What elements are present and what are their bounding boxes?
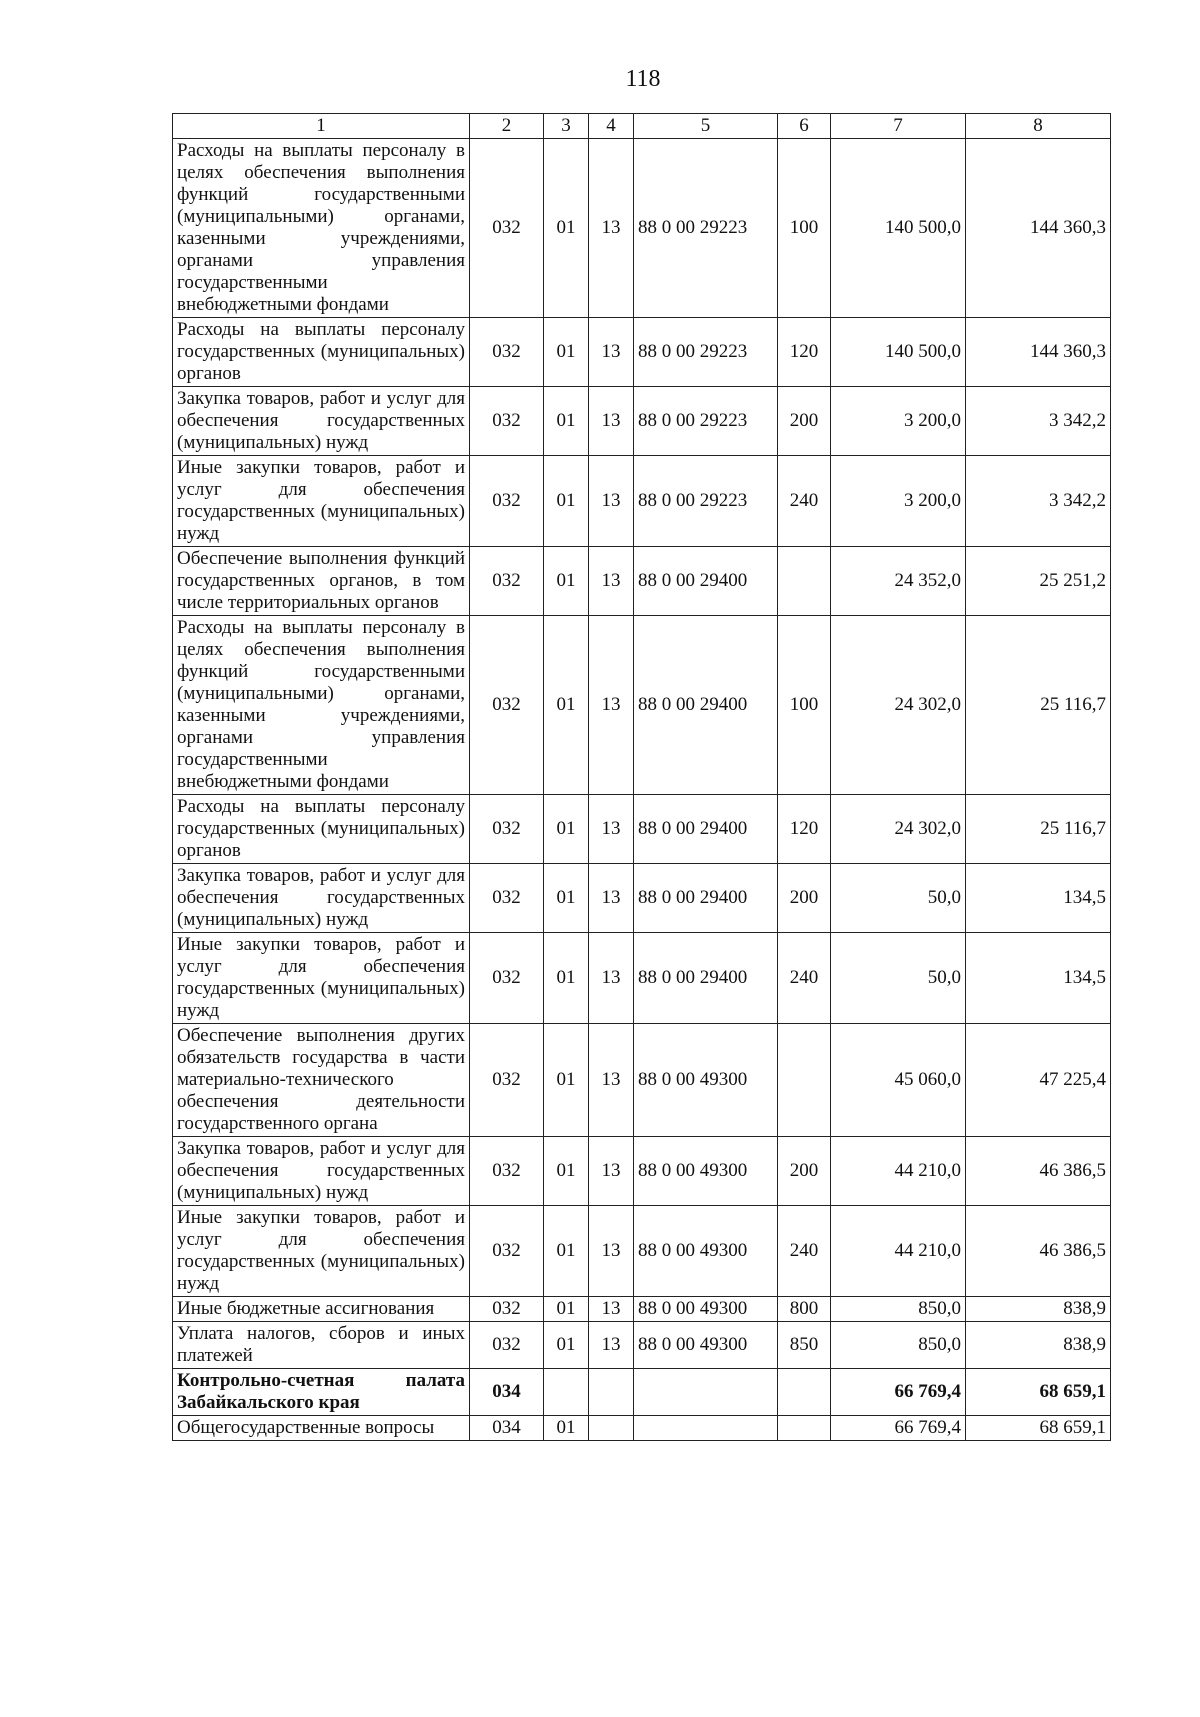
amount-year2-cell: 46 386,5 bbox=[966, 1206, 1111, 1297]
ministry-code-cell: 034 bbox=[470, 1416, 544, 1441]
target-item-code-cell: 88 0 00 29400 bbox=[634, 616, 778, 795]
section-code-cell: 01 bbox=[544, 139, 589, 318]
subsection-code-cell: 13 bbox=[589, 1322, 634, 1369]
target-item-code-cell: 88 0 00 49300 bbox=[634, 1137, 778, 1206]
ministry-code-cell: 032 bbox=[470, 1024, 544, 1137]
table-header-row bbox=[173, 114, 1111, 139]
table-row bbox=[173, 456, 1111, 547]
amount-year2-cell: 25 116,7 bbox=[966, 616, 1111, 795]
expense-type-cell bbox=[778, 547, 831, 616]
expense-type-cell: 850 bbox=[778, 1322, 831, 1369]
table-row bbox=[173, 616, 1111, 795]
ministry-code-cell: 032 bbox=[470, 318, 544, 387]
subsection-code-cell: 13 bbox=[589, 1297, 634, 1322]
section-code-cell: 01 bbox=[544, 318, 589, 387]
ministry-code-cell: 032 bbox=[470, 1137, 544, 1206]
header-cell: 7 bbox=[831, 114, 966, 139]
amount-year1-cell: 44 210,0 bbox=[831, 1206, 966, 1297]
section-code-cell: 01 bbox=[544, 1024, 589, 1137]
subsection-code-cell: 13 bbox=[589, 547, 634, 616]
header-cell: 3 bbox=[544, 114, 589, 139]
section-code-cell: 01 bbox=[544, 795, 589, 864]
target-item-code-cell: 88 0 00 29400 bbox=[634, 933, 778, 1024]
section-code-cell bbox=[544, 1369, 589, 1416]
amount-year1-cell: 850,0 bbox=[831, 1297, 966, 1322]
ministry-code-cell: 032 bbox=[470, 933, 544, 1024]
table-row bbox=[173, 933, 1111, 1024]
amount-year1-cell: 140 500,0 bbox=[831, 318, 966, 387]
amount-year2-cell: 68 659,1 bbox=[966, 1369, 1111, 1416]
target-item-code-cell: 88 0 00 29223 bbox=[634, 318, 778, 387]
expense-type-cell: 100 bbox=[778, 616, 831, 795]
subsection-code-cell: 13 bbox=[589, 139, 634, 318]
header-cell: 8 bbox=[966, 114, 1111, 139]
table-row bbox=[173, 864, 1111, 933]
amount-year1-cell: 50,0 bbox=[831, 864, 966, 933]
item-name-cell: Иные закупки товаров, работ и услуг для обеспечения государственных (муниципальных) нужд bbox=[173, 456, 470, 547]
subsection-code-cell: 13 bbox=[589, 318, 634, 387]
table-row bbox=[173, 1024, 1111, 1137]
section-code-cell: 01 bbox=[544, 1137, 589, 1206]
target-item-code-cell: 88 0 00 49300 bbox=[634, 1206, 778, 1297]
target-item-code-cell: 88 0 00 49300 bbox=[634, 1297, 778, 1322]
budget-table bbox=[172, 113, 1111, 1441]
ministry-code-cell: 032 bbox=[470, 1206, 544, 1297]
expense-type-cell bbox=[778, 1416, 831, 1441]
amount-year1-cell: 3 200,0 bbox=[831, 456, 966, 547]
amount-year2-cell: 134,5 bbox=[966, 864, 1111, 933]
expense-type-cell: 800 bbox=[778, 1297, 831, 1322]
amount-year2-cell: 25 116,7 bbox=[966, 795, 1111, 864]
expense-type-cell: 240 bbox=[778, 456, 831, 547]
item-name-cell: Контрольно-счетная палата Забайкальского края bbox=[173, 1369, 470, 1416]
expense-type-cell: 120 bbox=[778, 795, 831, 864]
ministry-code-cell: 032 bbox=[470, 387, 544, 456]
amount-year2-cell: 144 360,3 bbox=[966, 318, 1111, 387]
ministry-code-cell: 032 bbox=[470, 1297, 544, 1322]
table-row bbox=[173, 547, 1111, 616]
ministry-code-cell: 032 bbox=[470, 864, 544, 933]
subsection-code-cell: 13 bbox=[589, 933, 634, 1024]
table-row bbox=[173, 1137, 1111, 1206]
section-code-cell: 01 bbox=[544, 1322, 589, 1369]
section-code-cell: 01 bbox=[544, 616, 589, 795]
section-code-cell: 01 bbox=[544, 387, 589, 456]
ministry-code-cell: 032 bbox=[470, 139, 544, 318]
section-code-cell: 01 bbox=[544, 456, 589, 547]
section-code-cell: 01 bbox=[544, 864, 589, 933]
ministry-code-cell: 032 bbox=[470, 547, 544, 616]
ministry-code-cell: 032 bbox=[470, 456, 544, 547]
amount-year1-cell: 3 200,0 bbox=[831, 387, 966, 456]
amount-year2-cell: 838,9 bbox=[966, 1322, 1111, 1369]
table-row bbox=[173, 795, 1111, 864]
amount-year1-cell: 24 352,0 bbox=[831, 547, 966, 616]
item-name-cell: Уплата налогов, сборов и иных платежей bbox=[173, 1322, 470, 1369]
header-cell: 6 bbox=[778, 114, 831, 139]
subsection-code-cell: 13 bbox=[589, 1137, 634, 1206]
section-code-cell: 01 bbox=[544, 1416, 589, 1441]
ministry-code-cell: 032 bbox=[470, 795, 544, 864]
amount-year2-cell: 47 225,4 bbox=[966, 1024, 1111, 1137]
target-item-code-cell: 88 0 00 49300 bbox=[634, 1322, 778, 1369]
ministry-code-cell: 032 bbox=[470, 616, 544, 795]
amount-year1-cell: 50,0 bbox=[831, 933, 966, 1024]
expense-type-cell: 200 bbox=[778, 387, 831, 456]
target-item-code-cell: 88 0 00 29223 bbox=[634, 139, 778, 318]
subsection-code-cell: 13 bbox=[589, 616, 634, 795]
amount-year1-cell: 66 769,4 bbox=[831, 1369, 966, 1416]
amount-year1-cell: 44 210,0 bbox=[831, 1137, 966, 1206]
subsection-code-cell: 13 bbox=[589, 1024, 634, 1137]
table-row bbox=[173, 1322, 1111, 1369]
expense-type-cell: 200 bbox=[778, 1137, 831, 1206]
table-row bbox=[173, 387, 1111, 456]
amount-year2-cell: 46 386,5 bbox=[966, 1137, 1111, 1206]
section-code-cell: 01 bbox=[544, 547, 589, 616]
item-name-cell: Закупка товаров, работ и услуг для обеспечения государственных (муниципальных) нужд bbox=[173, 1137, 470, 1206]
amount-year2-cell: 134,5 bbox=[966, 933, 1111, 1024]
target-item-code-cell: 88 0 00 29223 bbox=[634, 387, 778, 456]
amount-year2-cell: 3 342,2 bbox=[966, 387, 1111, 456]
page-number: 118 bbox=[625, 66, 661, 92]
amount-year2-cell: 25 251,2 bbox=[966, 547, 1111, 616]
expense-type-cell: 100 bbox=[778, 139, 831, 318]
subsection-code-cell bbox=[589, 1369, 634, 1416]
item-name-cell: Расходы на выплаты персоналу государственных (муниципальных) органов bbox=[173, 795, 470, 864]
expense-type-cell: 120 bbox=[778, 318, 831, 387]
ministry-code-cell: 034 bbox=[470, 1369, 544, 1416]
amount-year2-cell: 144 360,3 bbox=[966, 139, 1111, 318]
section-code-cell: 01 bbox=[544, 1206, 589, 1297]
item-name-cell: Обеспечение выполнения функций государственных органов, в том числе территориальных органов bbox=[173, 547, 470, 616]
subsection-code-cell bbox=[589, 1416, 634, 1441]
item-name-cell: Иные бюджетные ассигнования bbox=[173, 1297, 470, 1322]
amount-year2-cell: 3 342,2 bbox=[966, 456, 1111, 547]
header-cell: 4 bbox=[589, 114, 634, 139]
target-item-code-cell bbox=[634, 1416, 778, 1441]
expense-type-cell: 200 bbox=[778, 864, 831, 933]
ministry-code-cell: 032 bbox=[470, 1322, 544, 1369]
table-row bbox=[173, 1297, 1111, 1322]
amount-year1-cell: 850,0 bbox=[831, 1322, 966, 1369]
expense-type-cell: 240 bbox=[778, 1206, 831, 1297]
expense-type-cell: 240 bbox=[778, 933, 831, 1024]
item-name-cell: Обеспечение выполнения других обязательств государства в части материально-технического обеспечения деятельности государственного органа bbox=[173, 1024, 470, 1137]
subsection-code-cell: 13 bbox=[589, 1206, 634, 1297]
item-name-cell: Иные закупки товаров, работ и услуг для обеспечения государственных (муниципальных) нужд bbox=[173, 933, 470, 1024]
item-name-cell: Расходы на выплаты персоналу государственных (муниципальных) органов bbox=[173, 318, 470, 387]
header-cell: 2 bbox=[470, 114, 544, 139]
amount-year2-cell: 838,9 bbox=[966, 1297, 1111, 1322]
item-name-cell: Общегосударственные вопросы bbox=[173, 1416, 470, 1441]
target-item-code-cell: 88 0 00 29400 bbox=[634, 795, 778, 864]
header-cell: 1 bbox=[173, 114, 470, 139]
table-row bbox=[173, 139, 1111, 318]
subsection-code-cell: 13 bbox=[589, 795, 634, 864]
item-name-cell: Расходы на выплаты персоналу в целях обеспечения выполнения функций государственными (муниципальными) органами, казенными учреждениями, органами управления государственными внебюджетными фондами bbox=[173, 139, 470, 318]
item-name-cell: Закупка товаров, работ и услуг для обеспечения государственных (муниципальных) нужд bbox=[173, 864, 470, 933]
subsection-code-cell: 13 bbox=[589, 387, 634, 456]
section-code-cell: 01 bbox=[544, 1297, 589, 1322]
section-code-cell: 01 bbox=[544, 933, 589, 1024]
item-name-cell: Закупка товаров, работ и услуг для обеспечения государственных (муниципальных) нужд bbox=[173, 387, 470, 456]
table-row bbox=[173, 1369, 1111, 1416]
subsection-code-cell: 13 bbox=[589, 864, 634, 933]
target-item-code-cell: 88 0 00 29400 bbox=[634, 864, 778, 933]
expense-type-cell bbox=[778, 1369, 831, 1416]
header-cell: 5 bbox=[634, 114, 778, 139]
target-item-code-cell bbox=[634, 1369, 778, 1416]
amount-year1-cell: 140 500,0 bbox=[831, 139, 966, 318]
target-item-code-cell: 88 0 00 49300 bbox=[634, 1024, 778, 1137]
target-item-code-cell: 88 0 00 29223 bbox=[634, 456, 778, 547]
amount-year1-cell: 66 769,4 bbox=[831, 1416, 966, 1441]
amount-year1-cell: 45 060,0 bbox=[831, 1024, 966, 1137]
amount-year2-cell: 68 659,1 bbox=[966, 1416, 1111, 1441]
amount-year1-cell: 24 302,0 bbox=[831, 616, 966, 795]
table-body bbox=[173, 114, 1111, 1441]
table-row bbox=[173, 1206, 1111, 1297]
item-name-cell: Расходы на выплаты персоналу в целях обеспечения выполнения функций государственными (муниципальными) органами, казенными учреждениями, органами управления государственными внебюджетными фондами bbox=[173, 616, 470, 795]
subsection-code-cell: 13 bbox=[589, 456, 634, 547]
item-name-cell: Иные закупки товаров, работ и услуг для обеспечения государственных (муниципальных) нужд bbox=[173, 1206, 470, 1297]
target-item-code-cell: 88 0 00 29400 bbox=[634, 547, 778, 616]
table-row bbox=[173, 318, 1111, 387]
expense-type-cell bbox=[778, 1024, 831, 1137]
table-row bbox=[173, 1416, 1111, 1441]
amount-year1-cell: 24 302,0 bbox=[831, 795, 966, 864]
